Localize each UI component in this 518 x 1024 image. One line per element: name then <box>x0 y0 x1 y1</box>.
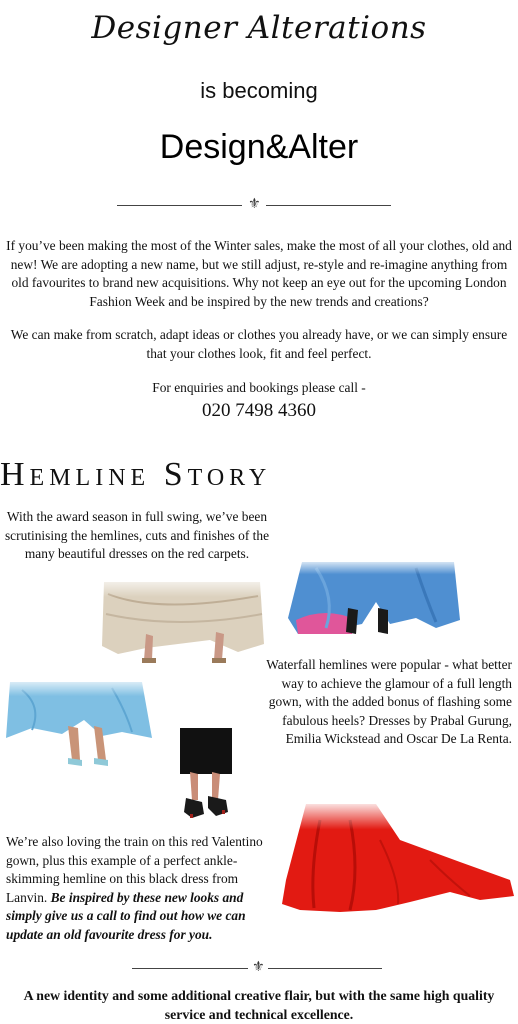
intro-paragraph: If you’ve been making the most of the Winter sales, make the most of all your clothes, old and new! We are adopting a new name, but we still adjust, re-style and re-imagine anything from old favourites to brand new acquisitions. Why not keep an eye out for the upcoming London Fashion Week and be inspired by the new trends and creations? <box>6 238 512 309</box>
ornamental-divider-top <box>0 196 518 212</box>
blue-pink-gown-photo <box>286 558 462 640</box>
red-gown-photo <box>280 800 516 918</box>
phone-number: 020 7498 4360 <box>202 400 316 421</box>
old-brand-name: Designer Alterations <box>91 10 427 46</box>
ornamental-divider-bottom <box>0 959 518 975</box>
embellished-gown-photo <box>98 574 268 666</box>
fleur-de-lis-icon: ⚜ <box>252 959 265 975</box>
services-paragraph: We can make from scratch, adapt ideas or clothes you already have, or we can simply ensure that your clothes look, fit and feel perfect. <box>10 327 508 361</box>
call-to-action-text: Be inspired by these new looks and simply give us a call to find out how we can update an old favourite dress for you. <box>6 889 246 942</box>
valentino-lanvin-text <box>6 833 281 944</box>
new-brand-name: Design&Alter <box>159 128 359 166</box>
closing-statement: A new identity and some additional creative flair, but with the same high quality service and technical excellence. <box>23 988 495 1022</box>
fleur-de-lis-icon: ⚜ <box>248 196 261 212</box>
becoming-text: is becoming <box>200 78 318 103</box>
hemline-intro-text: With the award season in full swing, we’ve been scrutinising the hemlines, cuts and finishes of the many beautiful dresses on the red carpets. <box>4 509 270 561</box>
enquiries-text: For enquiries and bookings please call - <box>152 380 366 395</box>
section-title: Hemline Story <box>0 456 272 493</box>
light-blue-gown-photo <box>2 676 154 768</box>
valentino-text-plain: We’re also loving the train on this red Valentino gown, plus this example of a perfect ankle-skimming hemline on this black dress from Lanvin. <box>6 834 263 905</box>
black-dress-photo <box>178 728 234 820</box>
waterfall-hemline-text: Waterfall hemlines were popular - what better way to achieve the glamour of a full length gown, with the added bonus of flashing some fabulous heels? Dresses by Prabal Gurung, Emilia Wickstead and Oscar De La Renta. <box>266 657 512 746</box>
